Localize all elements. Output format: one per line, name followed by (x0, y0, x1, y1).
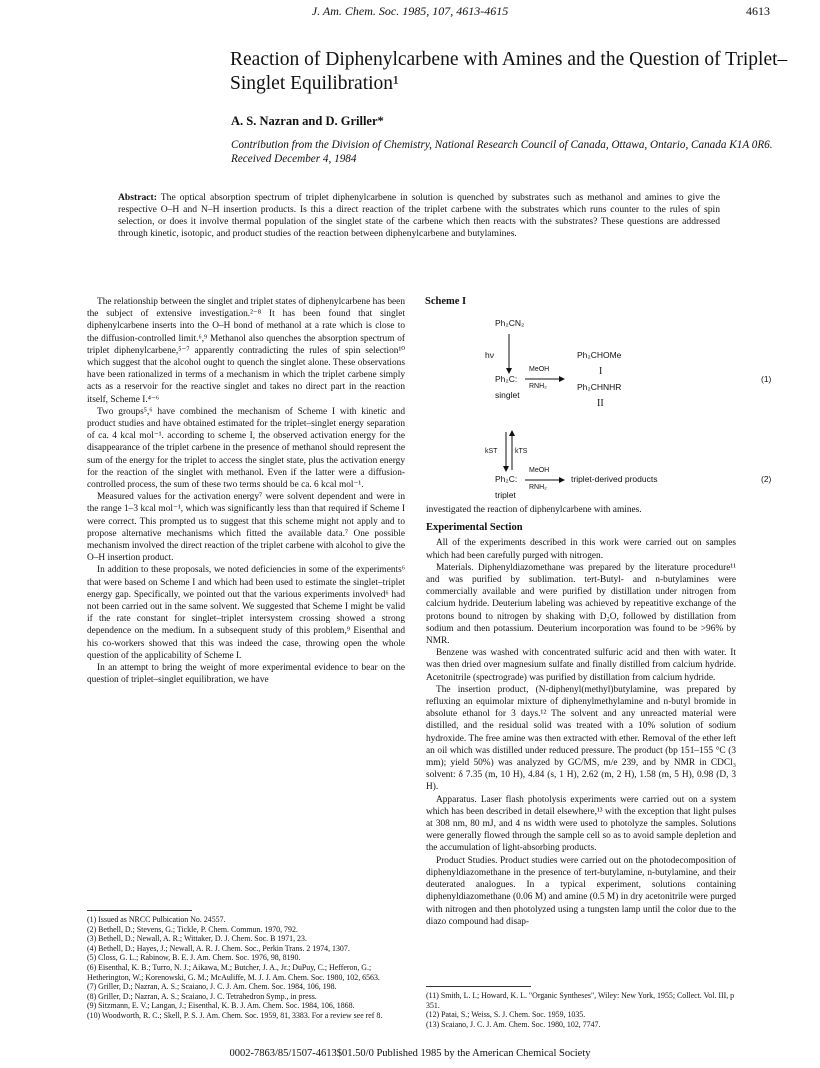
paragraph: In addition to these proposals, we noted deficiencies in some of the experiments⁶ that were based on Scheme I and which had been used to estimate the singlet–triplet energy gap. Specifically, we pointed out that the various experiments involved⁶ had not been carried out in the same solvent. We suggested that Scheme I might be valid if the rate constant for singlet–triplet intersystem crossing showed a strong dependence on the medium. In a subsequent study of this problem,⁹ Eisenthal and his co-workers showed that this was indeed the case, throwing open the whole question of the applicability of Scheme I. (87, 565, 405, 661)
equation-2-number: (2) (761, 474, 772, 484)
reaction-arrow-1 (525, 376, 565, 382)
hv-label: hν (485, 350, 494, 360)
paragraph: Apparatus. Laser flash photolysis experiments were carried out on a system which has been described in detail elsewhere,¹³ with the exception that light pulses at 308 nm, 80 mJ, and 4 ns width were used to photolyze the samples. Solutions were generally flowed through the sample cell so as to avoid sample depletion and the accumulation of light-absorbing products. (426, 794, 736, 854)
paragraph: Two groups⁵,⁶ have combined the mechanism of Scheme I with kinetic and product studies and have obtained estimated for the triplet–singlet energy separation of ca. 4 kcal mol⁻¹. according to scheme I, the observed activation energy for the disappearance of the triplet carbene in the presence of methanol should represent the sum of the energy for the triplet to access the singlet state, plus the activation energy for the reaction of the singlet with methanol. Even if the latter were a diffusion-controlled process, the sum of these two terms should be ca. 6 kcal mol⁻¹. (87, 406, 405, 491)
reagent-amine-2: RNH₂ (529, 484, 547, 491)
triplet-products: triplet-derived products (571, 474, 658, 484)
paragraph: All of the experiments described in this work were carried out on samples which had been carefully purged with nitrogen. (426, 538, 736, 561)
triplet-label: triplet (495, 490, 516, 500)
paragraph: Measured values for the activation energy⁷ were solvent dependent and were in the range 1–3 kcal mol⁻¹, which was significantly less than that required if Scheme I were correct. This prompted us to suggest that this scheme might not apply and to propose alternative mechanisms which fitted the available data.⁷ One possible mechanism involved the direct reaction of the triplet carbene with alcohol to give the O–H insertion product. (87, 492, 405, 564)
paragraph: Benzene was washed with concentrated sulfuric acid and then with water. It was then dried over magnesium sulfate and finally distilled from calcium hydride. Acetonitrile (spectrograde) was purified by distillation from calcium hydride. (426, 648, 736, 683)
footnote: (8) Griller, D.; Nazran, A. S.; Scaiano, J. C. Tetrahedron Symp., in press. (87, 991, 317, 1001)
product-amine: Ph₂CHNHR (577, 382, 622, 392)
footnote: (11) Smith, L. I.; Howard, K. L. "Organic Syntheses", Wiley: New York, 1955; Collect. Vol. III, p 351. (426, 991, 735, 1010)
section-heading: Experimental Section (426, 522, 523, 534)
footnote: (10) Woodworth, R. C.; Skell, P. S. J. Am. Chem. Soc. 1959, 81, 3383. For a review see ref 8. (87, 1010, 383, 1020)
footnotes-right (426, 986, 736, 1029)
reagent-methanol-2: MeOH (529, 467, 550, 474)
right-column (426, 504, 736, 928)
footnote: (7) Griller, D.; Nazran, A. S.; Scaiano, J. C. J. Am. Chem. Soc. 1984, 106, 198. (87, 982, 337, 992)
paragraph: Materials. Diphenyldiazomethane was prepared by the literature procedure¹¹ and was purified by sublimation. tert-Butyl- and n-butylamines were commercially available and were purified by distillation under nitrogen from calcium hydride. Deuterium labeling was achieved by repeatitive exchange of the protons bound to nitrogen by shaking with D₂O, followed by distillation from sodium and then potassium. Deuterium incorporation was found to be >96% by NMR. (426, 562, 736, 647)
kst-label: kST (485, 448, 498, 455)
arrow-head-icon (559, 376, 565, 382)
footnote: (3) Bethell, D.; Newall, A. R.; Wittaker, D. J. Chem. Soc. B 1971, 23. (87, 934, 307, 944)
paragraph: The relationship between the singlet and triplet states of diphenylcarbene has been the subject of extensive investigation.²⁻⁸ It has been found that singlet diphenylcarbene inserts into the O–H bond of methanol at a rate which is close to the diffusion-controlled limit.⁶,⁹ Methanol also quenches the absorption spectrum of triplet diphenylcarbene,⁵⁻⁷ apparently contradicting the rules of spin selection¹⁰ which suggest that the alcohol ought to quench the singlet alone. These observations have been rationalized in terms of a mechanism in which the triplet carbene simply acts as a reservoir for the reactive singlet and takes no direct part in the reaction itself, Scheme I.⁴⁻⁶ (87, 297, 405, 405)
reagent-methanol: MeOH (529, 366, 550, 373)
reaction-arrow-2 (525, 477, 565, 483)
affiliation: Contribution from the Division of Chemistry, National Research Council of Canada, Ottawa, Ontario, Canada K1A 0R6. Received December 4, 1984 (231, 139, 773, 165)
product-ether: Ph₂CHOMe (577, 350, 622, 360)
singlet-carbene: Ph₂C: (495, 374, 518, 384)
equation-1-number: (1) (761, 374, 772, 384)
running-header: J. Am. Chem. Soc. 1985, 107, 4613-4615 (311, 4, 509, 18)
footnote: (2) Bethell, D.; Stevens, G.; Tickle, P. Chem. Commun. 1970, 792. (87, 924, 298, 934)
paragraph: investigated the reaction of diphenylcarbene with amines. (426, 505, 642, 515)
arrow-head-icon (503, 466, 509, 472)
kts-label: kTS (515, 448, 528, 455)
reagent-amine: RNH₂ (529, 383, 547, 390)
paragraph: In an attempt to bring the weight of more experimental evidence to bear on the question of triplet–singlet equilibration, we have (87, 663, 405, 686)
article-title: Reaction of Diphenylcarbene with Amines and the Question of Triplet–Singlet Equilibration¹ (230, 49, 788, 94)
scheme-title: Scheme I (425, 296, 467, 307)
arrow-head-icon (509, 430, 515, 436)
compound-i: I (599, 366, 603, 377)
abstract-label: Abstract: (118, 192, 157, 203)
footnote: (9) Sitzmann, E. V.; Langan, J.; Eisenthal, K. B. J. Am. Chem. Soc. 1984, 106, 1868. (87, 1001, 355, 1011)
paragraph: The insertion product, (N-diphenyl(methyl)butylamine, was prepared by refluxing an equimolar mixture of diphenylmethylamine and n-butyl bromide in absolute ethanol for 3 days.¹² The solvent and any unreacted material were distilled, and the residual solid was treated with a 10% solution of sodium hydroxide. The free amine was then extracted with ether. Removal of the ether left an oil which was distilled under reduced pressure. The product (bp 151–155 °C (3 mm); yield 50%) was analyzed by GC/MS, m/e 239, and by NMR in CDCl₃ solvent: δ 7.35 (m, 10 H), 4.84 (s, 1 H), 2.62 (m, 2 H), 1.58 (m, 5 H), 0.98 (D, 3 H). (426, 684, 736, 793)
scheme-i (425, 296, 785, 500)
left-column (87, 296, 405, 687)
diazo-reactant: Ph₂CN₂ (495, 318, 525, 328)
triplet-carbene: Ph₂C: (495, 474, 518, 484)
footnote: (1) Issued as NRCC Pulbication No. 24557. (87, 915, 226, 924)
authors: A. S. Nazran and D. Griller* (231, 114, 384, 128)
footnote: (13) Scaiano, J. C. J. Am. Chem. Soc. 1980, 102, 7747. (426, 1019, 601, 1029)
singlet-label: singlet (495, 390, 520, 400)
footnote-rule (426, 986, 531, 987)
footnotes-left (87, 910, 405, 1021)
arrow-head-icon (559, 477, 565, 483)
footer-copyright: 0002-7863/85/1507-4613$01.50/0 Published 1985 by the American Chemical Society (229, 1048, 591, 1059)
paragraph: Product Studies. Product studies were carried out on the photodecomposition of diphenyldiazomethane in the presence of tert-butylamine, n-butylamine, and their deuterated analogues. In a typical experiment, solutions containing diphenyldiazomethane (0.06 M) and amine (0.5 M) in dry acetonitrile were purged with nitrogen and then photolyzed using a tungsten lamp until the color due to the diazo compound had disap- (426, 855, 736, 927)
footnote-rule (87, 910, 192, 911)
abstract-text: The optical absorption spectrum of triplet diphenylcarbene in solution is quenched by substrates such as methanol and amines to give the respective O–H and N–H insertion products. Is this a direct reaction of the triplet carbene with the substrates which runs counter to the rules of spin selection, or does it involve thermal population of the singlet state of the carbene which then reacts with the substrates? These questions are addressed through kinetic, isotopic, and product studies of the reaction between diphenylcarbene and butylamines. (118, 192, 720, 240)
footnote: (4) Bethell, D.; Hayes, J.; Newall, A. R. J. Chem. Soc., Perkin Trans. 2 1974, 1307. (87, 943, 350, 953)
page-number: 4613 (746, 4, 770, 18)
footnote: (5) Closs, G. L.; Rabinow, B. E. J. Am. Chem. Soc. 1976, 98, 8190. (87, 953, 301, 963)
compound-ii: II (597, 398, 604, 409)
footnote: (12) Patai, S.; Weiss, S. J. Chem. Soc. 1959, 1035. (426, 1010, 586, 1020)
footnote: (6) Eisenthal, K. B.; Turro, N. J.; Aikawa, M.; Butcher, J. A., Jr.; DuPuy, C.; Hefferon, G.; Hetherington, W.; Korenowski, G. M.; McAuliffe, M. J. J. Am. Chem. Soc. 1980, 102, 6563. (87, 962, 380, 982)
abstract (118, 192, 720, 240)
